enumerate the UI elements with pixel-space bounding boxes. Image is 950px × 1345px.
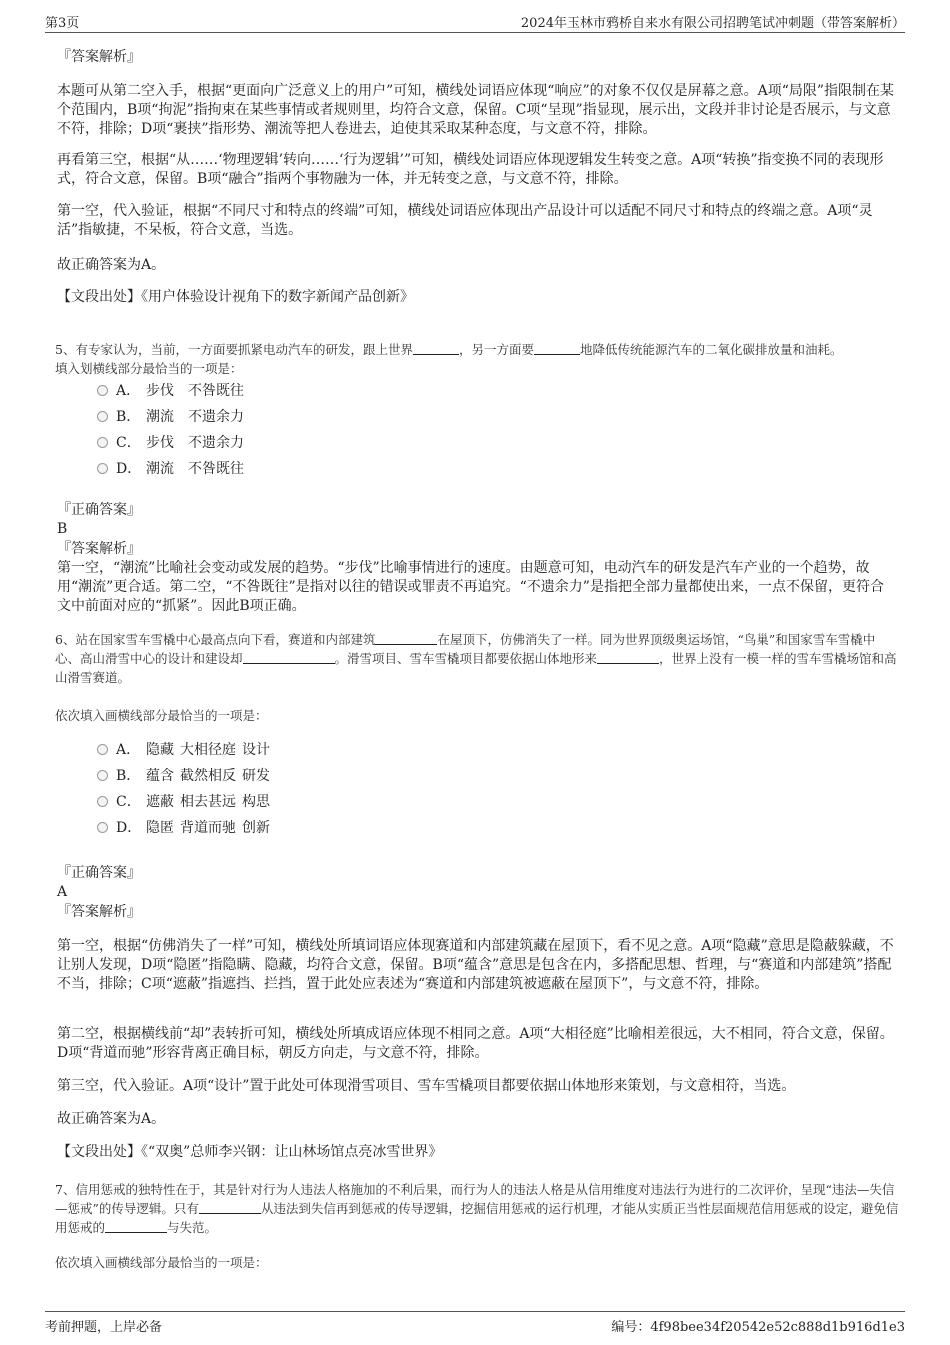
q6-blank-3 [597,651,659,664]
page-number: 第3页 [45,16,80,31]
q6-answer: A [57,884,68,900]
q7-text-3: 与失范。 [167,1220,218,1235]
q6-option-c-label: C． [116,794,141,810]
q5-analysis-label: 『答案解析』 [57,541,141,557]
q6-option-b-word-3: 研发 [242,768,270,784]
q5-option-b[interactable] [97,407,244,427]
q6-blank-1 [375,632,437,645]
q5-option-c-word-2: 不遗余力 [188,435,244,451]
document-title: 2024年玉林市鸦桥自来水有限公司招聘笔试冲刺题（带答案解析） [520,16,905,31]
radio-icon[interactable] [97,822,108,833]
q6-option-c-word-2: 相去甚远 [180,794,236,810]
q5-option-d[interactable] [97,459,244,479]
q6-option-b-label: B． [116,768,141,784]
q6-option-d-word-2: 背道而驰 [180,820,236,836]
q5-blank-1 [413,342,459,355]
q4-analysis-paragraph-3: 第一空，代入验证，根据“不同尺寸和特点的终端”可知，横线处词语应体现出产品设计可以适配不同尺寸和特点的终端之意。A项“灵活”指敏捷，不呆板，符合文意，当选。 [57,203,873,238]
q5-option-a-word-2: 不咎既往 [188,383,244,399]
q5-option-b-word-1: 潮流 [146,409,174,425]
q7-blank-2 [105,1220,167,1233]
radio-icon[interactable] [97,385,108,396]
q5-prompt: 填入划横线部分最恰当的一项是： [55,361,243,376]
q6-analysis-paragraph-3: 第三空，代入验证。A项“设计”置于此处可体现滑雪项目、雪车雪橇项目都要依据山体地形来策划，与文意相符，当选。 [57,1078,796,1094]
q6-option-a-word-2: 大相径庭 [180,742,236,758]
q5-option-b-word-2: 不遗余力 [188,409,244,425]
q6-option-c-word-1: 遮蔽 [146,794,174,810]
q6-source: 【文段出处】《“双奥”总师李兴钢：让山林场馆点亮冰雪世界》 [57,1144,443,1160]
radio-icon[interactable] [97,796,108,807]
q5-option-a-word-1: 步伐 [146,383,174,399]
q6-option-d-word-1: 隐匿 [146,820,174,836]
q7-text-1: 7、信用惩戒的独特性在于，其是针对行为人违法人格施加的不利后果，而行为人的违法人格是从信用维度对违法行为进行的二次评价，呈现“违法—失信—惩戒”的传导逻辑。只有 [55,1182,895,1216]
q6-option-a[interactable] [97,740,270,760]
q6-analysis-paragraph-1: 第一空，根据“仿佛消失了一样”可知，横线处所填词语应体现赛道和内部建筑藏在屋顶下，看不见之意。A项“隐藏”意思是隐蔽躲藏，不让别人发现，D项“隐匿”指隐瞒、隐藏，均符合文意，保留。B项“蕴含”意思是包含在内，多搭配思想、哲理，与“赛道和内部建筑”搭配不当，排除；C项“遮蔽”指遮挡、拦挡，置于此处应表述为“赛道和内部建筑被遮蔽在屋顶下”，与文意不符，排除。 [57,938,894,992]
q5-option-d-label: D． [116,461,142,477]
radio-icon[interactable] [97,744,108,755]
q5-answer: B [57,521,68,537]
q7-prompt: 依次填入画横线部分最恰当的一项是： [55,1255,268,1270]
q5-correct-label: 『正确答案』 [57,502,141,518]
q4-analysis-label: 『答案解析』 [57,49,141,65]
q6-option-b-word-1: 蕴含 [146,768,174,784]
q5-analysis: 第一空，“潮流”比喻社会变动或发展的趋势。“步伐”比喻事情进行的速度。由题意可知，电动汽车的研发是汽车产业的一个趋势，故用“潮流”更合适。第二空，“不咎既往”是指对以往的错误或罪责不再追究。“不遗余力”是指把全部力量都使出来，一点不保留，更符合文中前面对应的“抓紧”。因此B项正确。 [57,560,884,614]
q6-option-c[interactable] [97,792,270,812]
q6-option-b[interactable] [97,766,270,786]
q6-option-a-label: A． [116,742,141,758]
document-code: 编号：4f98bee34f20542e52c888d1b916d1e3 [611,1320,905,1335]
q7-text-2: 从违法到失信再到惩戒的传导逻辑，挖掘信用惩戒的运行机理，才能从实质正当性层面规范信用惩戒的设定，避免信用惩戒的 [55,1201,899,1235]
page-header [45,10,905,33]
q5-option-c-label: C． [116,435,141,451]
radio-icon[interactable] [97,411,108,422]
q5-option-d-word-2: 不咎既往 [188,461,244,477]
q5-text-1: 5、有专家认为，当前，一方面要抓紧电动汽车的研发，跟上世界 [55,342,413,357]
footer-slogan: 考前押题，上岸必备 [45,1320,163,1335]
q6-text-2: 在屋顶下，仿佛消失了一样。同为世界顶级奥运场馆，“鸟巢”和国家雪车雪橇中心、高山滑雪中心的设计和建设却 [55,632,876,666]
q6-option-d-word-3: 创新 [242,820,270,836]
q6-text-3: 。滑雪项目、雪车雪橇项目都要依据山体地形来 [334,651,598,666]
q5-option-c[interactable] [97,433,244,453]
q6-correct-label: 『正确答案』 [57,865,141,881]
q6-option-c-word-3: 构思 [242,794,270,810]
q5-blank-2 [534,342,580,355]
q7-blank-1 [199,1201,261,1214]
q5-option-a-label: A． [116,383,141,399]
q5-option-a[interactable] [97,381,244,401]
q5-question [55,340,900,378]
q5-text-2: ，另一方面要 [458,342,534,357]
q6-text-1: 6、站在国家雪车雪橇中心最高点向下看，赛道和内部建筑 [55,632,376,647]
q4-analysis-paragraph-1: 本题可从第二空入手，根据“更面向广泛意义上的用户”可知，横线处词语应体现“响应”的对象不仅仅是屏幕之意。A项“局限”指限制在某个范围内，B项“拘泥”指拘束在某些事情或者规则里，均符合文意，保留。C项“呈现”指显现，展示出，文段并非讨论是否展示，与文意不符，排除；D项“裹挟”指形势、潮流等把人卷进去，迫使其采取某种态度，与文意不符，排除。 [57,83,895,137]
q6-conclusion: 故正确答案为A。 [57,1111,166,1127]
q6-option-a-word-1: 隐藏 [146,742,174,758]
q7-question [55,1180,900,1237]
q6-analysis-paragraph-2: 第二空，根据横线前“却”表转折可知，横线处所填成语应体现不相同之意。A项“大相径庭”比喻相差很远，大不相同，符合文意，保留。D项“背道而驰”形容背离正确目标，朝反方向走，与文意不符，排除。 [57,1026,894,1061]
q6-blank-2 [243,651,335,664]
page-footer [45,1311,905,1336]
q6-prompt: 依次填入画横线部分最恰当的一项是： [55,708,268,723]
radio-icon[interactable] [97,437,108,448]
q4-analysis-paragraph-2: 再看第三空，根据“从……‘物理逻辑’转向……‘行为逻辑’”可知，横线处词语应体现逻辑发生转变之意。A项“转换”指变换不同的表现形式，符合文意，保留。B项“融合”指两个事物融为一体，并无转变之意，与文意不符，排除。 [57,152,884,187]
q5-option-d-word-1: 潮流 [146,461,174,477]
q6-option-d[interactable] [97,818,270,838]
radio-icon[interactable] [97,770,108,781]
q6-option-d-label: D． [116,820,142,836]
q6-question [55,630,900,687]
q6-text-4: ，世界上没有一模一样的雪车雪橇场馆和高山滑雪赛道。 [55,651,897,685]
q6-option-b-word-2: 截然相反 [180,768,236,784]
q5-option-c-word-1: 步伐 [146,435,174,451]
q5-text-3: 地降低传统能源汽车的二氧化碳排放量和油耗。 [579,342,843,357]
q5-option-b-label: B． [116,409,141,425]
q4-conclusion: 故正确答案为A。 [57,257,166,273]
q6-option-a-word-3: 设计 [242,742,270,758]
q4-source: 【文段出处】《用户体验设计视角下的数字新闻产品创新》 [57,289,414,305]
q6-analysis-label: 『答案解析』 [57,904,141,920]
radio-icon[interactable] [97,463,108,474]
